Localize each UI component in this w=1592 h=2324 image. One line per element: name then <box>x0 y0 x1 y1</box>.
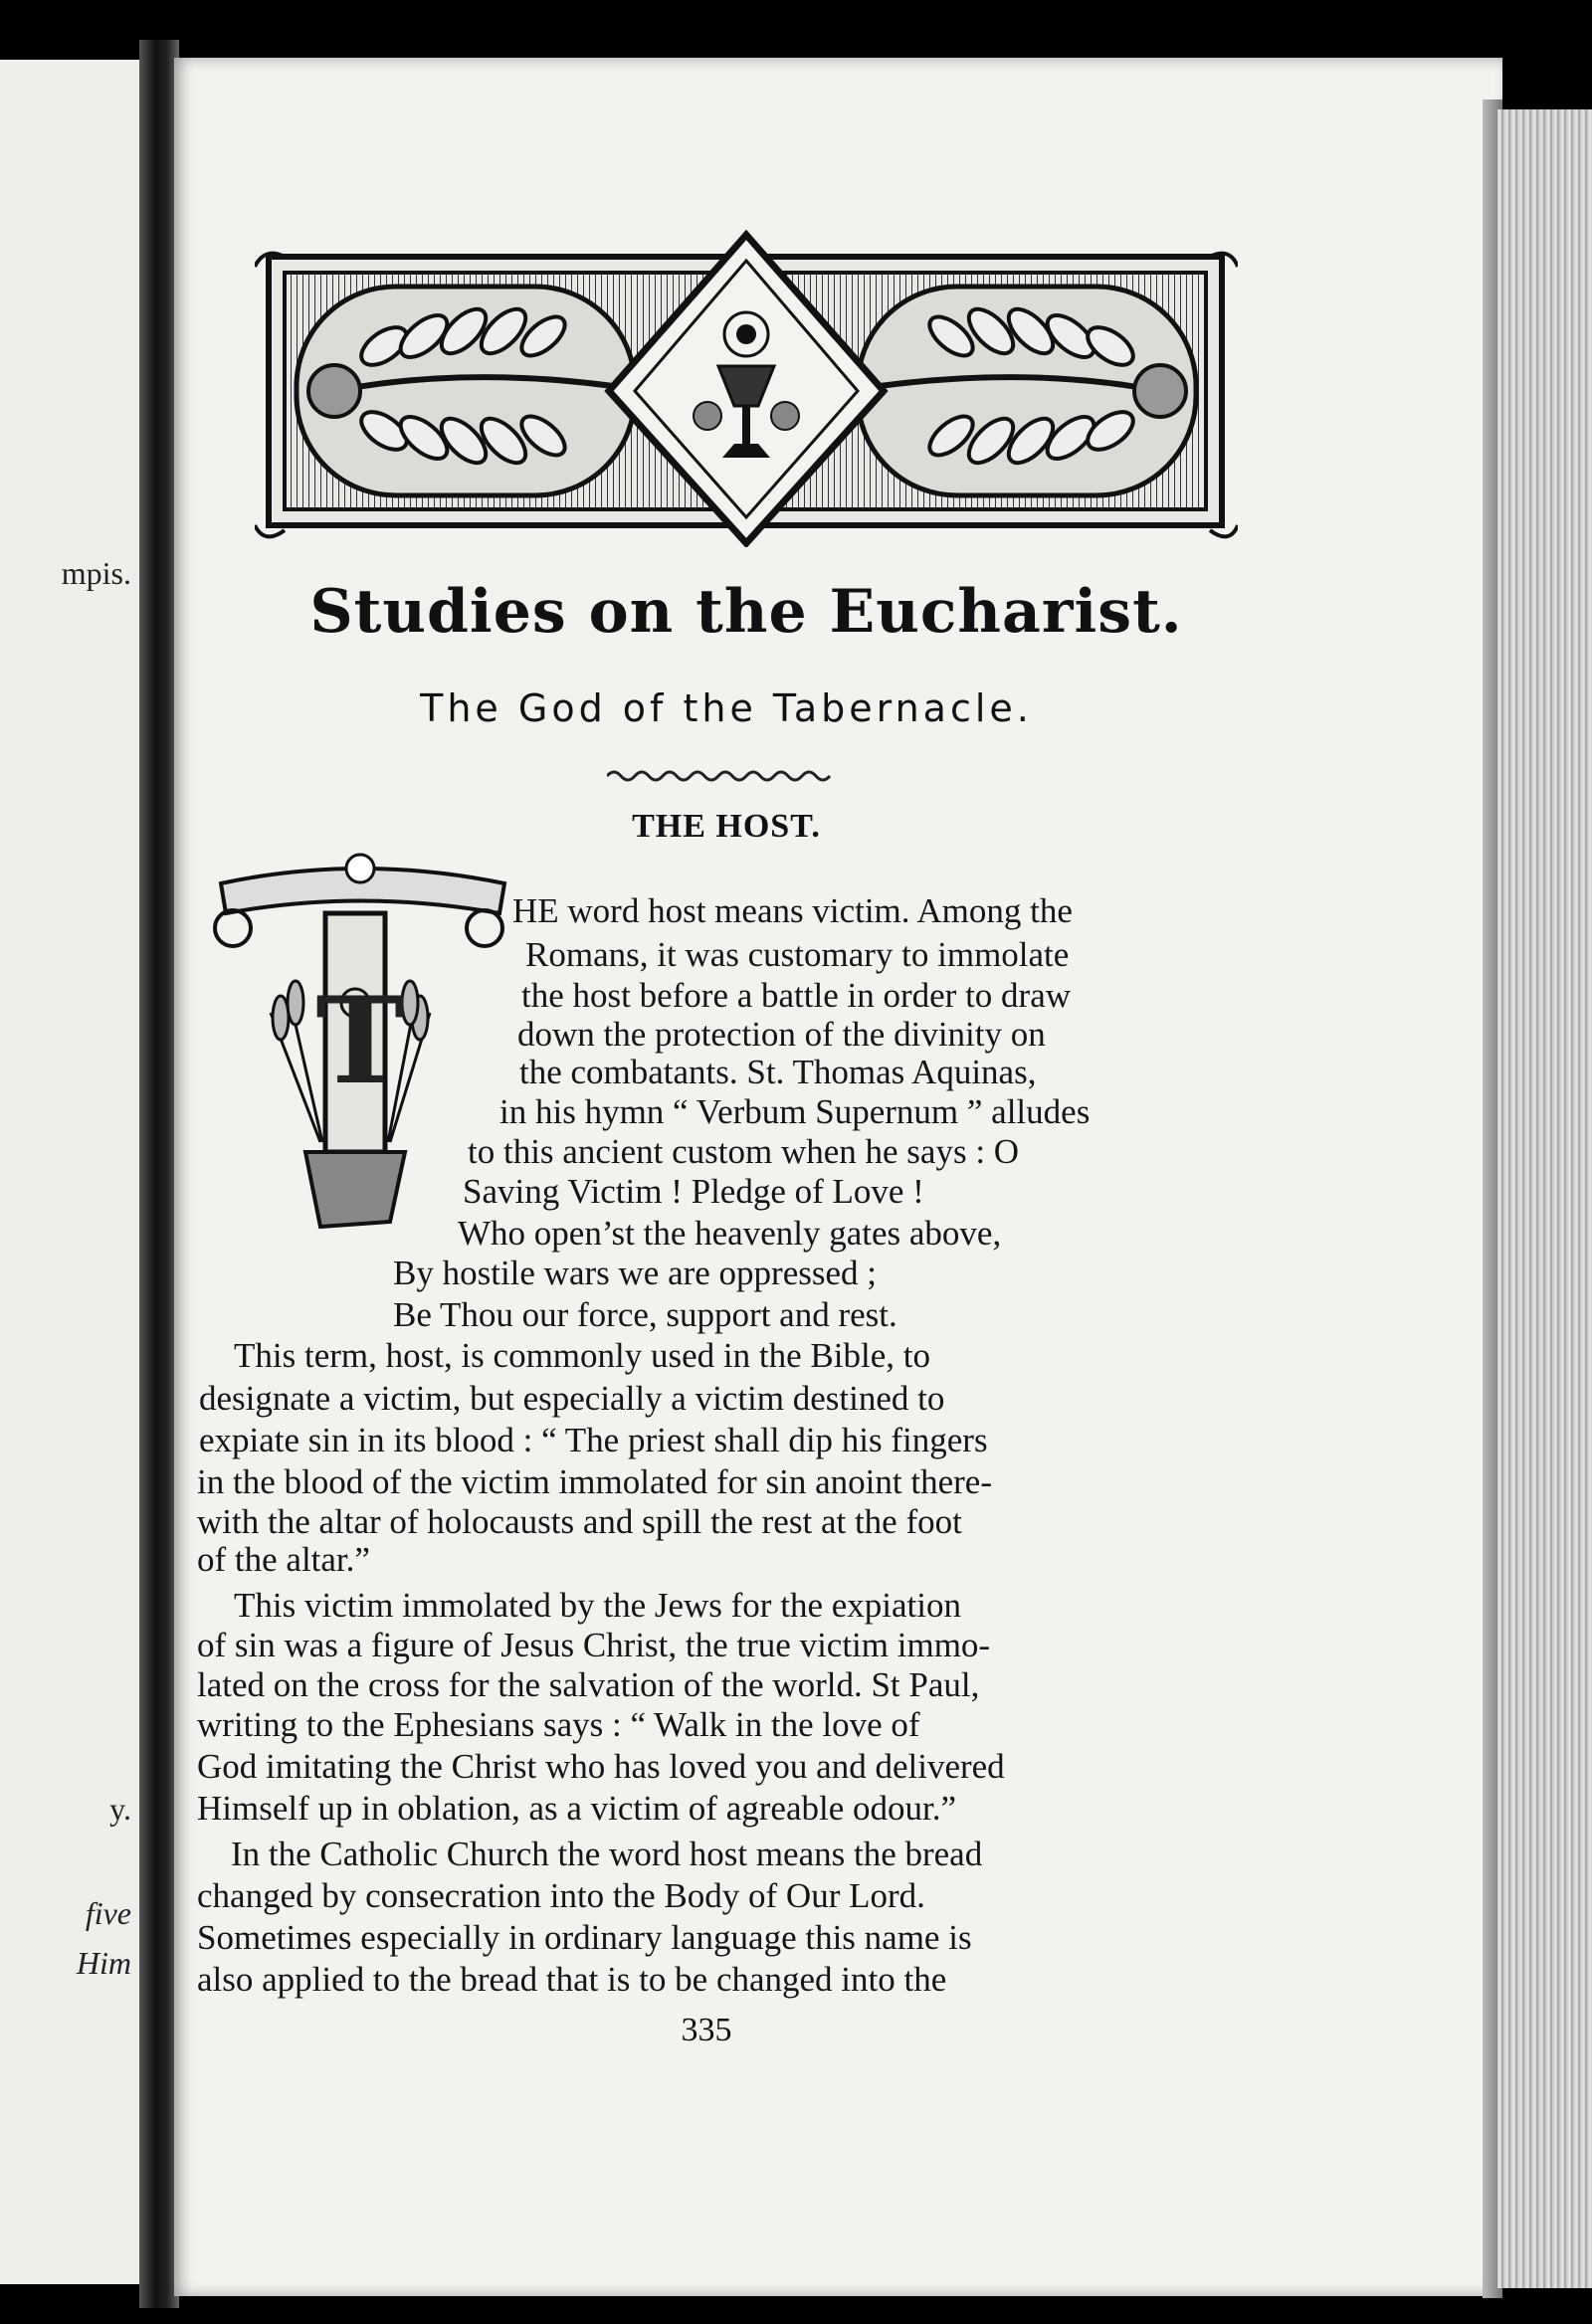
text-line: expiate sin in its blood : “ The priest shall dip his fingers <box>199 1421 988 1459</box>
text-line: This term, host, is commonly used in the Bible, to <box>234 1336 930 1375</box>
text-line: Be Thou our force, support and rest. <box>393 1295 897 1334</box>
left-page-fragment: five <box>85 1895 131 1931</box>
page-title: Studies on the Eucharist. <box>309 577 1183 647</box>
text-line: the host before a battle in order to draw <box>521 976 1072 1015</box>
text-line: Who open’st the heavenly gates above, <box>458 1214 1002 1253</box>
left-page-fragment: mpis. <box>61 555 131 591</box>
text-line: in his hymn “ Verbum Supernum ” alludes <box>499 1092 1091 1131</box>
text-line: the combatants. St. Thomas Aquinas, <box>519 1053 1037 1091</box>
page-number: 335 <box>681 2012 732 2048</box>
book-gutter <box>139 40 179 2308</box>
text-line: In the Catholic Church the word host means the bread <box>231 1835 983 1873</box>
text-line: Himself up in oblation, as a victim of agreable odour.” <box>197 1789 956 1828</box>
text-line: down the protection of the divinity on <box>517 1015 1046 1054</box>
text-line: God imitating the Christ who has loved you and delivered <box>197 1747 1005 1786</box>
text-line: By hostile wars we are oppressed ; <box>393 1254 877 1292</box>
text-line: to this ancient custom when he says : O <box>468 1132 1020 1171</box>
text-line: Romans, it was customary to immolate <box>525 935 1070 974</box>
left-facing-page <box>0 60 149 2284</box>
text-line: Sometimes especially in ordinary language this name is <box>197 1918 972 1957</box>
drop-cap-letter: T <box>315 971 405 1111</box>
page-edges <box>1497 109 1592 2288</box>
text-line: HE word host means victim. Among the <box>512 891 1073 930</box>
text-line: of the altar.” <box>197 1540 370 1579</box>
text-line: This victim immolated by the Jews for the expiation <box>234 1586 961 1625</box>
section-heading: THE HOST. <box>632 808 821 845</box>
left-page-fragment: Him <box>76 1945 131 1981</box>
text-line: of sin was a figure of Jesus Christ, the true victim immo- <box>197 1626 991 1664</box>
header-ornament-illustration <box>255 227 1238 547</box>
text-line: with the altar of holocausts and spill the rest at the foot <box>197 1502 962 1541</box>
text-line: in the blood of the victim immolated for sin anoint there- <box>197 1462 992 1501</box>
text-line: designate a victim, but especially a victim destined to <box>199 1379 945 1418</box>
left-page-fragment: y. <box>109 1791 131 1827</box>
text-line: Saving Victim ! Pledge of Love ! <box>463 1172 924 1211</box>
text-line: lated on the cross for the salvation of the world. St Paul, <box>197 1665 980 1704</box>
text-line: changed by consecration into the Body of Our Lord. <box>197 1876 925 1915</box>
text-line: also applied to the bread that is to be changed into the <box>197 1960 947 1999</box>
text-line: writing to the Ephesians says : “ Walk in the love of <box>197 1705 920 1744</box>
divider-squiggle <box>607 766 836 786</box>
page-subtitle: The God of the Tabernacle. <box>420 686 1033 730</box>
